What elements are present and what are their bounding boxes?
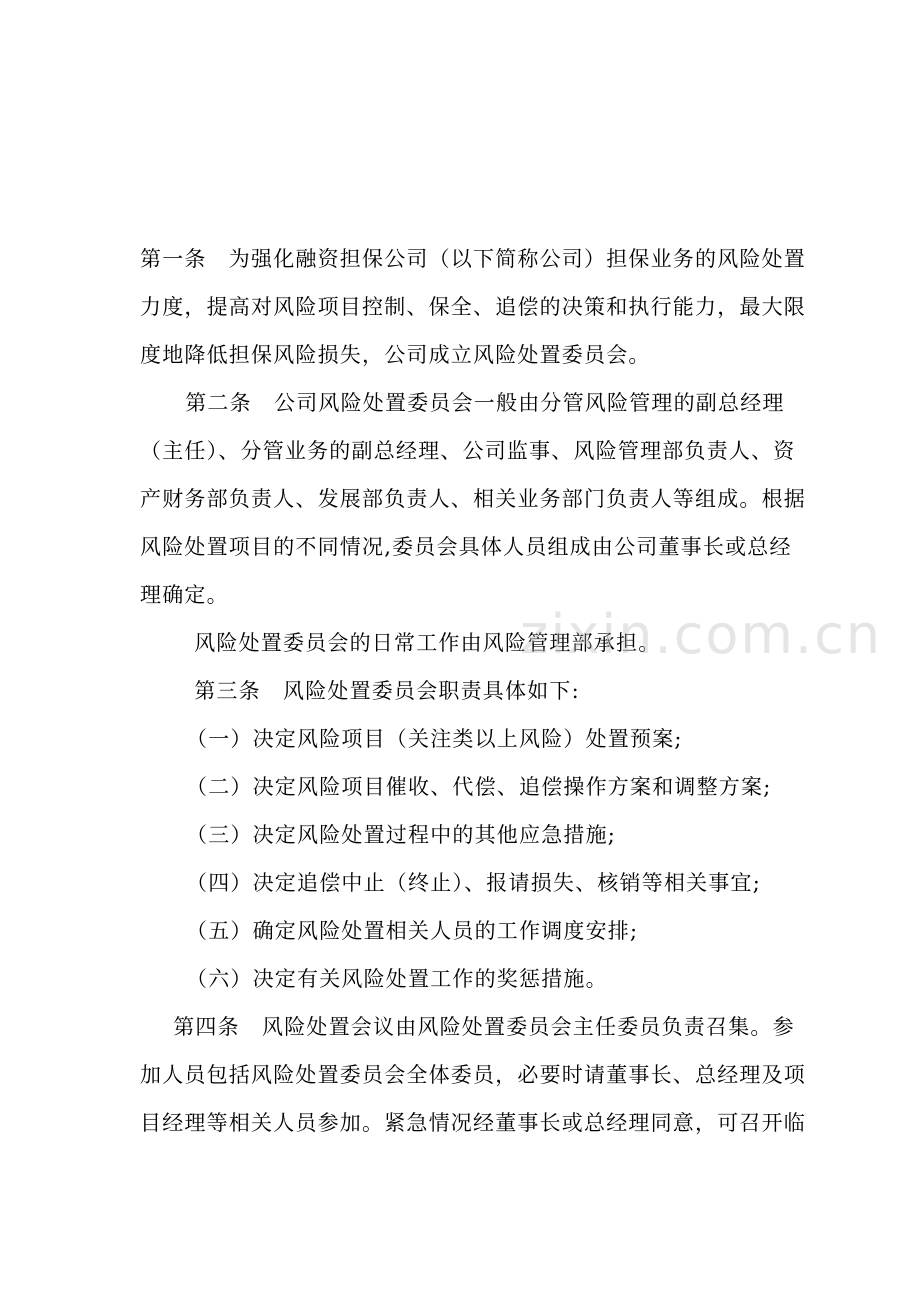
article-2-line-3: 产财务部负责人、发展部负责人、相关业务部门负责人等组成。根据 bbox=[140, 487, 806, 511]
article-4-line-2: 加人员包括风险处置委员会全体委员，必要时请董事长、总经理及项 bbox=[140, 1063, 806, 1087]
article-2-line-2: （主任）、分管业务的副总经理、公司监事、风险管理部负责人、资 bbox=[140, 439, 796, 463]
duty-item-6: （六）决定有关风险处置工作的奖惩措施。 bbox=[186, 967, 608, 991]
article-2-line-1: 第二条 公司风险处置委员会一般由分管风险管理的副总经理 bbox=[163, 391, 785, 415]
duty-item-4: （四）决定追偿中止（终止）、报请损失、核销等相关事宜; bbox=[186, 871, 761, 895]
article-3-heading: 第三条 风险处置委员会职责具体如下: bbox=[172, 679, 580, 703]
duty-item-5: （五）确定风险处置相关人员的工作调度安排; bbox=[186, 919, 639, 943]
duty-item-1: （一）决定风险项目（关注类以上风险）处置预案; bbox=[186, 727, 683, 751]
daily-work-line: 风险处置委员会的日常工作由风险管理部承担。 bbox=[172, 631, 661, 655]
article-1-line-1: 第一条 为强化融资担保公司（以下简称公司）担保业务的风险处置 bbox=[140, 247, 806, 271]
duty-item-2: （二）决定风险项目催收、代偿、追偿操作方案和调整方案; bbox=[186, 775, 772, 799]
article-1-line-3: 度地降低担保风险损失，公司成立风险处置委员会。 bbox=[140, 343, 651, 367]
article-4-line-1: 第四条 风险处置会议由风险处置委员会主任委员负责召集。参 bbox=[151, 1015, 795, 1039]
article-4-line-3: 目经理等相关人员参加。紧急情况经董事长或总经理同意，可召开临 bbox=[140, 1111, 806, 1135]
watermark: zixin.com.cn bbox=[520, 603, 883, 666]
duty-item-3: （三）决定风险处置过程中的其他应急措施; bbox=[186, 823, 617, 847]
article-2-line-5: 理确定。 bbox=[140, 583, 229, 607]
article-2-line-4: 风险处置项目的不同情况,委员会具体人员组成由公司董事长或总经 bbox=[140, 535, 792, 559]
article-1-line-2: 力度，提高对风险项目控制、保全、追偿的决策和执行能力，最大限 bbox=[140, 295, 806, 319]
